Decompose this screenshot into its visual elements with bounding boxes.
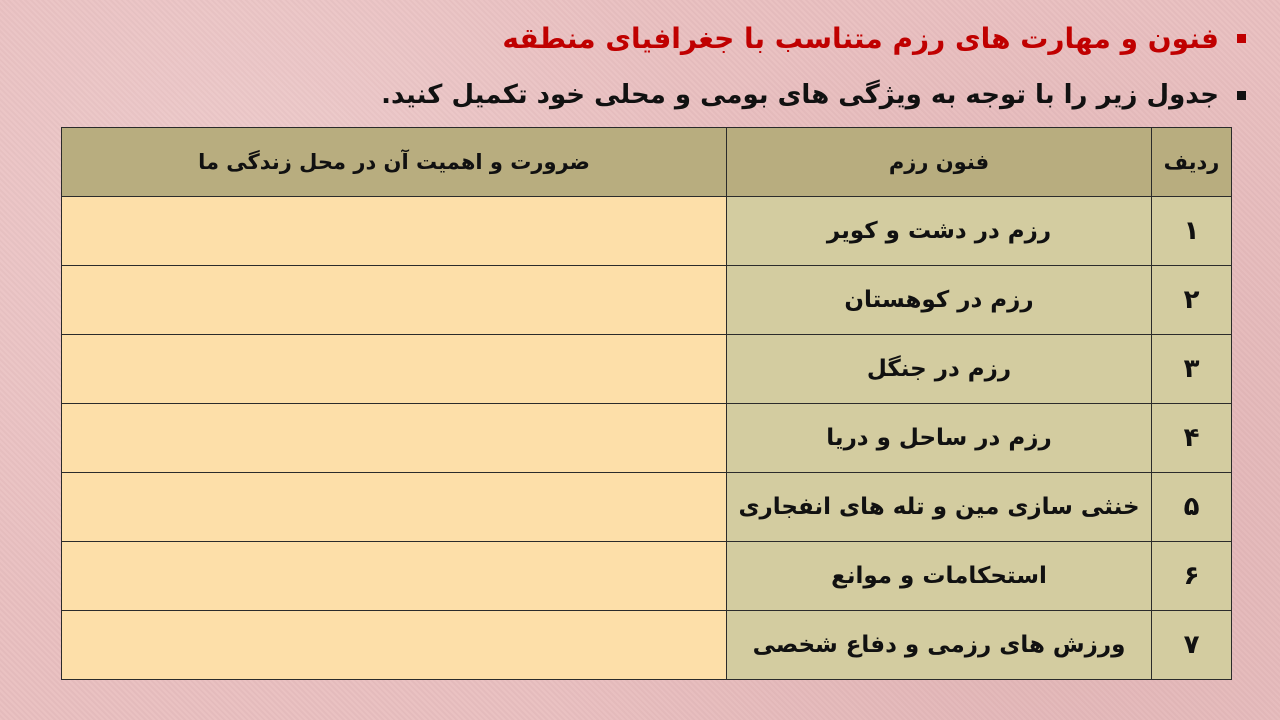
importance-input-cell[interactable] bbox=[62, 404, 727, 473]
technique-cell: خنثی سازی مین و تله های انفجاری bbox=[727, 473, 1152, 542]
header-row-number: ردیف bbox=[1152, 128, 1232, 197]
row-number-cell: ۵ bbox=[1152, 473, 1232, 542]
red-square-bullet-icon bbox=[1237, 34, 1246, 43]
row-number-cell: ۴ bbox=[1152, 404, 1232, 473]
header-importance: ضرورت و اهمیت آن در محل زندگی ما bbox=[62, 128, 727, 197]
table-row bbox=[62, 197, 1232, 266]
slide-title-line bbox=[502, 22, 1246, 55]
technique-cell: ورزش های رزمی و دفاع شخصی bbox=[727, 611, 1152, 680]
slide-instruction-line bbox=[381, 80, 1246, 110]
table-row bbox=[62, 404, 1232, 473]
importance-input-cell[interactable] bbox=[62, 335, 727, 404]
technique-cell: رزم در دشت و کویر bbox=[727, 197, 1152, 266]
importance-input-cell[interactable] bbox=[62, 266, 727, 335]
table-row bbox=[62, 335, 1232, 404]
technique-cell: رزم در جنگل bbox=[727, 335, 1152, 404]
technique-cell: رزم در ساحل و دریا bbox=[727, 404, 1152, 473]
table-row bbox=[62, 611, 1232, 680]
table-row bbox=[62, 542, 1232, 611]
table-header-row bbox=[62, 128, 1232, 197]
row-number-cell: ۱ bbox=[1152, 197, 1232, 266]
black-square-bullet-icon bbox=[1237, 91, 1246, 100]
row-number-cell: ۷ bbox=[1152, 611, 1232, 680]
table-row bbox=[62, 266, 1232, 335]
row-number-cell: ۳ bbox=[1152, 335, 1232, 404]
header-combat-technique: فنون رزم bbox=[727, 128, 1152, 197]
row-number-cell: ۶ bbox=[1152, 542, 1232, 611]
importance-input-cell[interactable] bbox=[62, 473, 727, 542]
technique-cell: رزم در کوهستان bbox=[727, 266, 1152, 335]
technique-cell: استحکامات و موانع bbox=[727, 542, 1152, 611]
table-row bbox=[62, 473, 1232, 542]
row-number-cell: ۲ bbox=[1152, 266, 1232, 335]
slide-title: فنون و مهارت های رزم متناسب با جغرافیای منطقه bbox=[502, 22, 1219, 55]
slide-instruction: جدول زیر را با توجه به ویژگی های بومی و محلی خود تکمیل کنید. bbox=[381, 80, 1219, 110]
combat-techniques-table bbox=[61, 127, 1232, 680]
importance-input-cell[interactable] bbox=[62, 197, 727, 266]
importance-input-cell[interactable] bbox=[62, 542, 727, 611]
importance-input-cell[interactable] bbox=[62, 611, 727, 680]
